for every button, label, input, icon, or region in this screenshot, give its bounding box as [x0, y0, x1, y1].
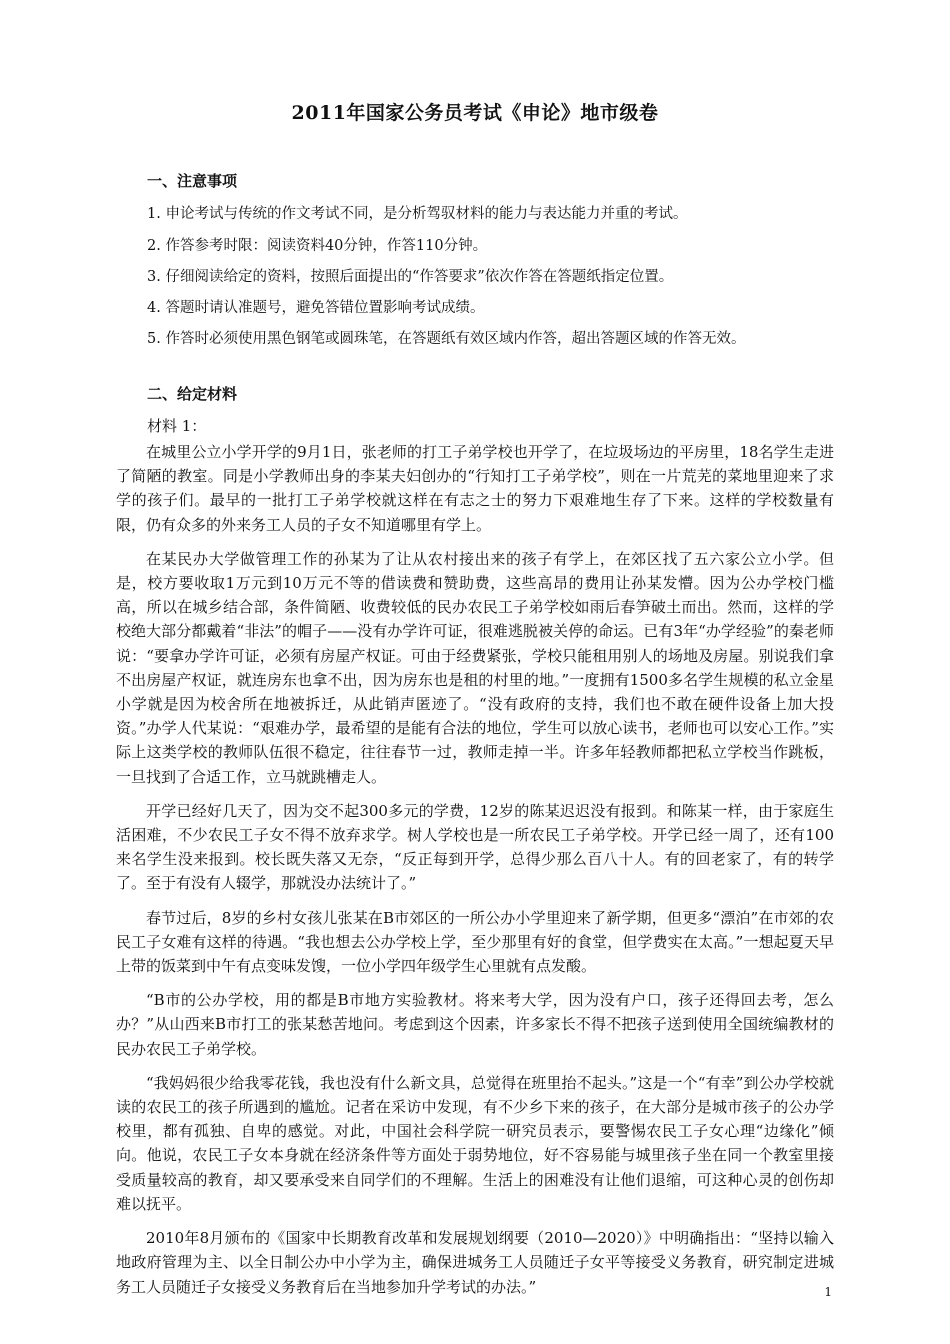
paragraph: “我妈妈很少给我零花钱，我也没有什么新文具，总觉得在班里抬不起头。”这是一个“有幸”到公办学校就读的农民工的孩子所遇到的尴尬。记者在采访中发现，有不少乡下来的孩子，在大部分是城市孩子的公办学校里，都有孤独、自卑的感觉。对此，中国社会科学院一研究员表示，要警惕农民工子女心理“边缘化”倾向。他说，农民工子女本身就在经济条件等方面处于弱势地位，好不容易能与城里孩子坐在同一个教室里接受质量较高的教育，却又要承受来自同学们的不理解。生活上的困难没有让他们退缩，可这种心灵的创伤却难以抚平。: [116, 1073, 834, 1213]
paragraph: 春节过后，8岁的乡村女孩儿张某在B市郊区的一所公办小学里迎来了新学期，但更多“漂泊”在市郊的农民工子女难有这样的待遇。“我也想去公办学校上学，至少那里有好的食堂，但学费实在太高。”一想起夏天早上带的饭菜到中午有点变味发馊，一位小学四年级学生心里就有点发酸。: [116, 908, 834, 976]
page-number: 1: [824, 1285, 832, 1299]
notice-item-1: 1. 申论考试与传统的作文考试不同，是分析驾驭材料的能力与表达能力并重的考试。: [147, 206, 688, 222]
material-label: 材料 1：: [147, 417, 207, 435]
notice-item-3: 3. 仔细阅读给定的资料，按照后面提出的“作答要求”依次作答在答题纸指定位置。: [147, 269, 674, 285]
material-body: [116, 440, 834, 1309]
paragraph: 开学已经好几天了，因为交不起300多元的学费，12岁的陈某迟迟没有报到。和陈某一样，由于家庭生活困难，不少农民工子女不得不放弃求学。树人学校也是一所农民工子弟学校。开学已经一周了，还有100来名学生没来报到。校长既失落又无奈，“反正每到开学，总得少那么百八十人。有的回老家了，有的转学了。至于有没有人辍学，那就没办法统计了。”: [116, 801, 834, 893]
notice-item-2: 2. 作答参考时限：阅读资料40分钟，作答110分钟。: [147, 238, 488, 254]
section-heading-materials: 二、给定材料: [147, 385, 238, 403]
paragraph: 在城里公立小学开学的9月1日，张老师的打工子弟学校也开学了，在垃圾场边的平房里，18名学生走进了简陋的教室。同是小学教师出身的李某夫妇创办的“行知打工子弟学校”，则在一片荒芜的菜地里迎来了求学的孩子们。最早的一批打工子弟学校就这样在有志之士的努力下艰难地生存了下来。这样的学校数量有限，仍有众多的外来务工人员的子女不知道哪里有学上。: [116, 443, 834, 534]
notice-item-4: 4. 答题时请认准题号，避免答错位置影响考试成绩。: [147, 300, 485, 316]
document-title: 2011年国家公务员考试《申论》地市级卷: [291, 102, 659, 124]
paragraph: “B市的公办学校，用的都是B市地方实验教材。将来考大学，因为没有户口，孩子还得回去考，怎么办？”从山西来B市打工的张某愁苦地问。考虑到这个因素，许多家长不得不把孩子送到使用全国统编教材的民办农民工子弟学校。: [116, 991, 834, 1058]
paragraph: 在某民办大学做管理工作的孙某为了让从农村接出来的孩子有学上，在郊区找了五六家公立小学。但是，校方要收取1万元到10万元不等的借读费和赞助费，这些高昂的费用让孙某发懵。因为公办学校门槛高，所以在城乡结合部，条件简陋、收费较低的民办农民工子弟学校如雨后春笋破土而出。然而，这样的学校绝大部分都戴着“非法”的帽子——没有办学许可证，很难逃脱被关停的命运。已有3年“办学经验”的秦老师说：“要拿办学许可证，必须有房屋产权证。可由于经费紧张，学校只能租用别人的场地及房屋。别说我们拿不出房屋产权证，就连房东也拿不出，因为房东也是租的村里的地。”一度拥有1500多名学生规模的私立金星小学就是因为校舍所在地被拆迁，从此销声匿迹了。“没有政府的支持，我们也不敢在硬件设备上加大投资。”办学人代某说：“艰难办学，最希望的是能有合法的地位，学生可以放心读书，老师也可以安心工作。”实际上这类学校的教师队伍很不稳定，往往春节一过，教师走掉一半。许多年轻教师都把私立学校当作跳板，一旦找到了合适工作，立马就跳槽走人。: [116, 549, 834, 786]
notice-item-5: 5. 作答时必须使用黑色钢笔或圆珠笔，在答题纸有效区域内作答，超出答题区域的作答无效。: [147, 331, 746, 347]
section-heading-notes: 一、注意事项: [147, 172, 238, 190]
paragraph: 2010年8月颁布的《国家中长期教育改革和发展规划纲要（2010—2020）》中明确指出：“坚持以输入地政府管理为主、以全日制公办中小学为主，确保进城务工人员随迁子女平等接受义务教育，研究制定进城务工人员随迁子女接受义务教育后在当地参加升学考试的办法。”: [116, 1229, 834, 1296]
